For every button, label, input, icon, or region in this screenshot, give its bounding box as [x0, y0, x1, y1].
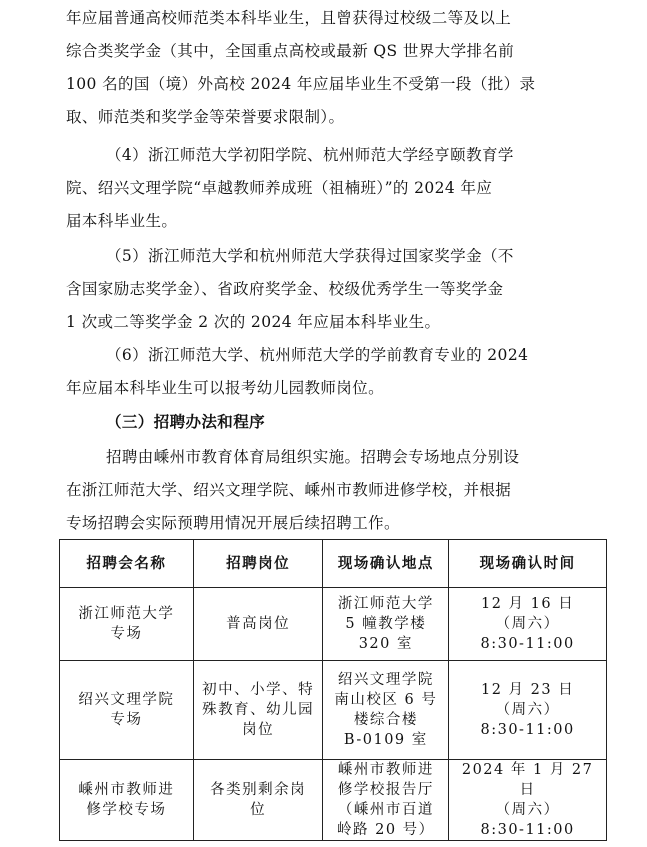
text-line: 届本科毕业生。 — [66, 212, 178, 230]
cell-text: 殊教育、幼儿园 — [202, 702, 315, 718]
paragraph-intro — [66, 441, 610, 540]
cell-text: 专场 — [110, 626, 143, 642]
cell-fair-name — [60, 588, 194, 661]
cell-text: 浙江师范大学 — [78, 606, 175, 622]
cell-text: （周六） — [495, 616, 560, 632]
cell-text: （嵊州市百道 — [337, 802, 434, 818]
cell-text: 浙江师范大学 — [337, 596, 434, 612]
cell-time — [449, 588, 607, 661]
cell-position — [193, 661, 323, 760]
header-location: 现场确认地点 — [323, 540, 449, 588]
text-line: 院、绍兴文理学院“卓越教师养成班（祖楠班）”的 2024 年应 — [66, 179, 493, 197]
cell-text: 绍兴文理学院 — [78, 692, 175, 708]
cell-location — [323, 760, 449, 841]
cell-text: 320 室 — [358, 636, 413, 652]
cell-text: 修学校专场 — [86, 802, 167, 818]
cell-text: 嵊州市教师进 — [337, 762, 434, 778]
text-line: （6）浙江师范大学、杭州师范大学的学前教育专业的 2024 — [106, 346, 529, 364]
text-line: 综合类奖学金（其中，全国重点高校或最新 QS 世界大学排名前 — [66, 42, 515, 60]
cell-text: 初中、小学、特 — [202, 682, 315, 698]
cell-text: 普高岗位 — [226, 616, 291, 632]
table-row — [60, 760, 607, 841]
cell-text: （周六） — [495, 702, 560, 718]
paragraph-eligibility-3-continued — [66, 2, 610, 134]
cell-text: B-0109 室 — [343, 732, 428, 748]
cell-text: 位 — [250, 802, 267, 818]
cell-text: 专场 — [110, 712, 143, 728]
cell-text: 岗位 — [242, 722, 275, 738]
cell-text: （周六） — [495, 802, 560, 818]
cell-text: 各类别剩余岗 — [210, 782, 307, 798]
cell-time — [449, 760, 607, 841]
cell-location — [323, 588, 449, 661]
paragraph-eligibility-5 — [66, 240, 610, 339]
cell-text: 楼综合楼 — [353, 712, 418, 728]
cell-fair-name — [60, 760, 194, 841]
cell-text: 绍兴文理学院 — [337, 672, 434, 688]
cell-text: 修学校报告厅 — [337, 782, 434, 798]
header-position: 招聘岗位 — [193, 540, 323, 588]
text-line: 1 次或二等奖学金 2 次的 2024 年应届本科毕业生。 — [66, 313, 441, 331]
table-header-row — [60, 540, 607, 588]
cell-text: 2024 年 1 月 27 日 — [461, 762, 594, 798]
cell-text: 嵊州市教师进 — [78, 782, 175, 798]
header-time: 现场确认时间 — [449, 540, 607, 588]
cell-text: 8:30-11:00 — [480, 636, 575, 652]
section-heading-text: （三）招聘办法和程序 — [106, 413, 266, 431]
cell-position — [193, 760, 323, 841]
cell-text: 12 月 23 日 — [481, 682, 575, 698]
table-row — [60, 661, 607, 760]
section-heading — [66, 406, 610, 439]
cell-time — [449, 661, 607, 760]
text-line: 专场招聘会实际预聘用情况开展后续招聘工作。 — [66, 514, 400, 532]
cell-fair-name — [60, 661, 194, 760]
text-line: 招聘由嵊州市教育体育局组织实施。招聘会专场地点分别设 — [106, 448, 520, 466]
header-fair-name: 招聘会名称 — [60, 540, 194, 588]
cell-text: 12 月 16 日 — [481, 596, 575, 612]
table-row — [60, 588, 607, 661]
cell-position — [193, 588, 323, 661]
cell-location — [323, 661, 449, 760]
text-line: 取、师范类和奖学金等荣誉要求限制）。 — [66, 108, 345, 126]
paragraph-eligibility-6 — [66, 339, 610, 405]
cell-text: 岭路 20 号） — [337, 822, 435, 838]
text-line: 在浙江师范大学、绍兴文理学院、嵊州市教师进修学校，并根据 — [66, 481, 512, 499]
paragraph-eligibility-4 — [66, 139, 610, 238]
text-line: 含国家励志奖学金）、省政府奖学金、校级优秀学生一等奖学金 — [66, 280, 504, 298]
text-line: （5）浙江师范大学和杭州师范大学获得过国家奖学金（不 — [106, 247, 514, 265]
cell-text: 5 幢教学楼 — [345, 616, 427, 632]
cell-text: 8:30-11:00 — [480, 822, 575, 838]
text-line: 100 名的国（境）外高校 2024 年应届毕业生不受第一段（批）录 — [66, 75, 536, 93]
cell-text: 8:30-11:00 — [480, 722, 575, 738]
text-line: 年应届本科毕业生可以报考幼儿园教师岗位。 — [66, 379, 385, 397]
cell-text: 南山校区 6 号 — [334, 692, 438, 708]
recruitment-table — [59, 539, 607, 841]
text-line: 年应届普通高校师范类本科毕业生，且曾获得过校级二等及以上 — [66, 9, 512, 27]
text-line: （4）浙江师范大学初阳学院、杭州师范大学经亨颐教育学 — [106, 146, 514, 164]
